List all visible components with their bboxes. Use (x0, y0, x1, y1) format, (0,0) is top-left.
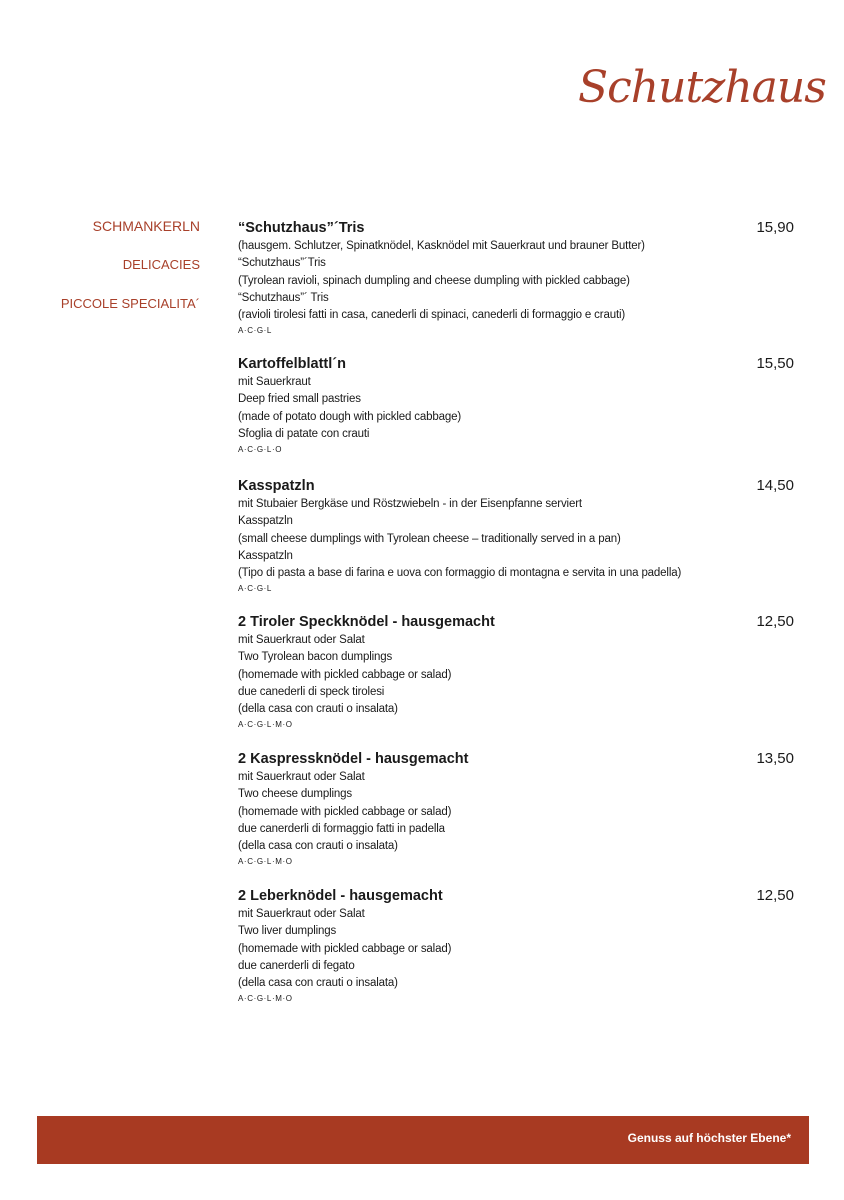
category-labels (60, 218, 200, 311)
menu-item-description: mit Sauerkraut oder Salat (238, 771, 365, 783)
menu-item-description: (della casa con crauti o insalata) (238, 840, 398, 853)
menu-item-allergens: A·C·G·L·M·O (238, 720, 293, 730)
category-label-german: SCHMANKERLN (92, 218, 200, 234)
menu-item-price: 15,90 (756, 219, 794, 236)
menu-item-description: “Schutzhaus”´ Tris (238, 291, 329, 304)
menu-item-description: mit Stubaier Bergkäse und Röstzwiebeln - in der Eisenpfanne serviert (238, 498, 582, 510)
menu-item-name: 2 Kaspressknödel - hausgemacht (238, 751, 469, 767)
menu-item-description: (della casa con crauti o insalata) (238, 703, 398, 716)
menu-item-name: 2 Tiroler Speckknödel - hausgemacht (238, 614, 495, 630)
menu-item-name: 2 Leberknödel - hausgemacht (238, 888, 443, 904)
menu-item-description: due canederli di speck tirolesi (238, 685, 385, 698)
menu-item-price: 12,50 (756, 887, 794, 904)
menu-item-description: (hausgem. Schlutzer, Spinatknödel, Kasknödel mit Sauerkraut und brauner Butter) (238, 240, 645, 252)
schutzhaus-logo: Schutzhaus (578, 62, 826, 113)
menu-item-description: due canerderli di formaggio fatti in padella (238, 822, 445, 835)
footer-slogan: Genuss auf höchster Ebene* (627, 1131, 791, 1145)
menu-item-allergens: A·C·G·L·M·O (238, 994, 293, 1004)
menu-item-description: (homemade with pickled cabbage or salad) (238, 668, 452, 681)
menu-item-price: 15,50 (756, 355, 794, 372)
menu-item-name: Kartoffelblattl´n (238, 356, 346, 372)
menu-item-description: (homemade with pickled cabbage or salad) (238, 805, 452, 818)
menu-item-description: Two Tyrolean bacon dumplings (238, 651, 393, 664)
menu-list (238, 218, 794, 1006)
menu-item-allergens: A·C·G·L·O (238, 445, 283, 455)
menu-item-description: (della casa con crauti o insalata) (238, 977, 398, 990)
menu-item-price: 13,50 (756, 750, 794, 767)
menu-item-name: “Schutzhaus”´Tris (238, 220, 365, 236)
menu-item-allergens: A·C·G·L (238, 326, 272, 336)
menu-item (238, 886, 794, 1006)
footer-banner (37, 1116, 809, 1164)
menu-item (238, 749, 794, 886)
category-label-italian: PICCOLE SPECIALITA´ (60, 296, 200, 311)
menu-item-price: 12,50 (756, 613, 794, 630)
menu-item-description: mit Sauerkraut oder Salat (238, 634, 365, 646)
category-label-english: DELICACIES (122, 257, 200, 272)
menu-item-allergens: A·C·G·L (238, 584, 272, 594)
menu-item-description: Deep fried small pastries (238, 393, 361, 406)
menu-item-description: mit Sauerkraut (238, 376, 311, 388)
menu-item (238, 476, 794, 612)
menu-item-price: 14,50 (756, 477, 794, 494)
menu-item-description: Kasspatzln (238, 549, 293, 562)
menu-item-description: Two liver dumplings (238, 925, 337, 938)
menu-item (238, 612, 794, 749)
menu-item (238, 354, 794, 476)
menu-item-description: “Schutzhaus”´Tris (238, 257, 326, 270)
menu-item-name: Kasspatzln (238, 478, 315, 494)
menu-item (238, 218, 794, 354)
menu-item-description: Sfoglia di patate con crauti (238, 427, 370, 440)
menu-item-description: Kasspatzln (238, 515, 293, 528)
menu-item-description: (made of potato dough with pickled cabbage) (238, 410, 462, 423)
menu-item-allergens: A·C·G·L·M·O (238, 857, 293, 867)
menu-item-description: (Tyrolean ravioli, spinach dumpling and cheese dumpling with pickled cabbage) (238, 274, 630, 287)
menu-item-description: due canerderli di fegato (238, 959, 355, 972)
menu-item-description: (small cheese dumplings with Tyrolean cheese – traditionally served in a pan) (238, 532, 621, 545)
menu-item-description: (Tipo di pasta a base di farina e uova con formaggio di montagna e servita in una padella) (238, 567, 682, 580)
menu-item-description: mit Sauerkraut oder Salat (238, 908, 365, 920)
menu-item-description: (homemade with pickled cabbage or salad) (238, 942, 452, 955)
menu-item-description: Two cheese dumplings (238, 788, 352, 801)
menu-item-description: (ravioli tirolesi fatti in casa, canederli di spinaci, canederli di formaggio e crauti) (238, 309, 626, 322)
